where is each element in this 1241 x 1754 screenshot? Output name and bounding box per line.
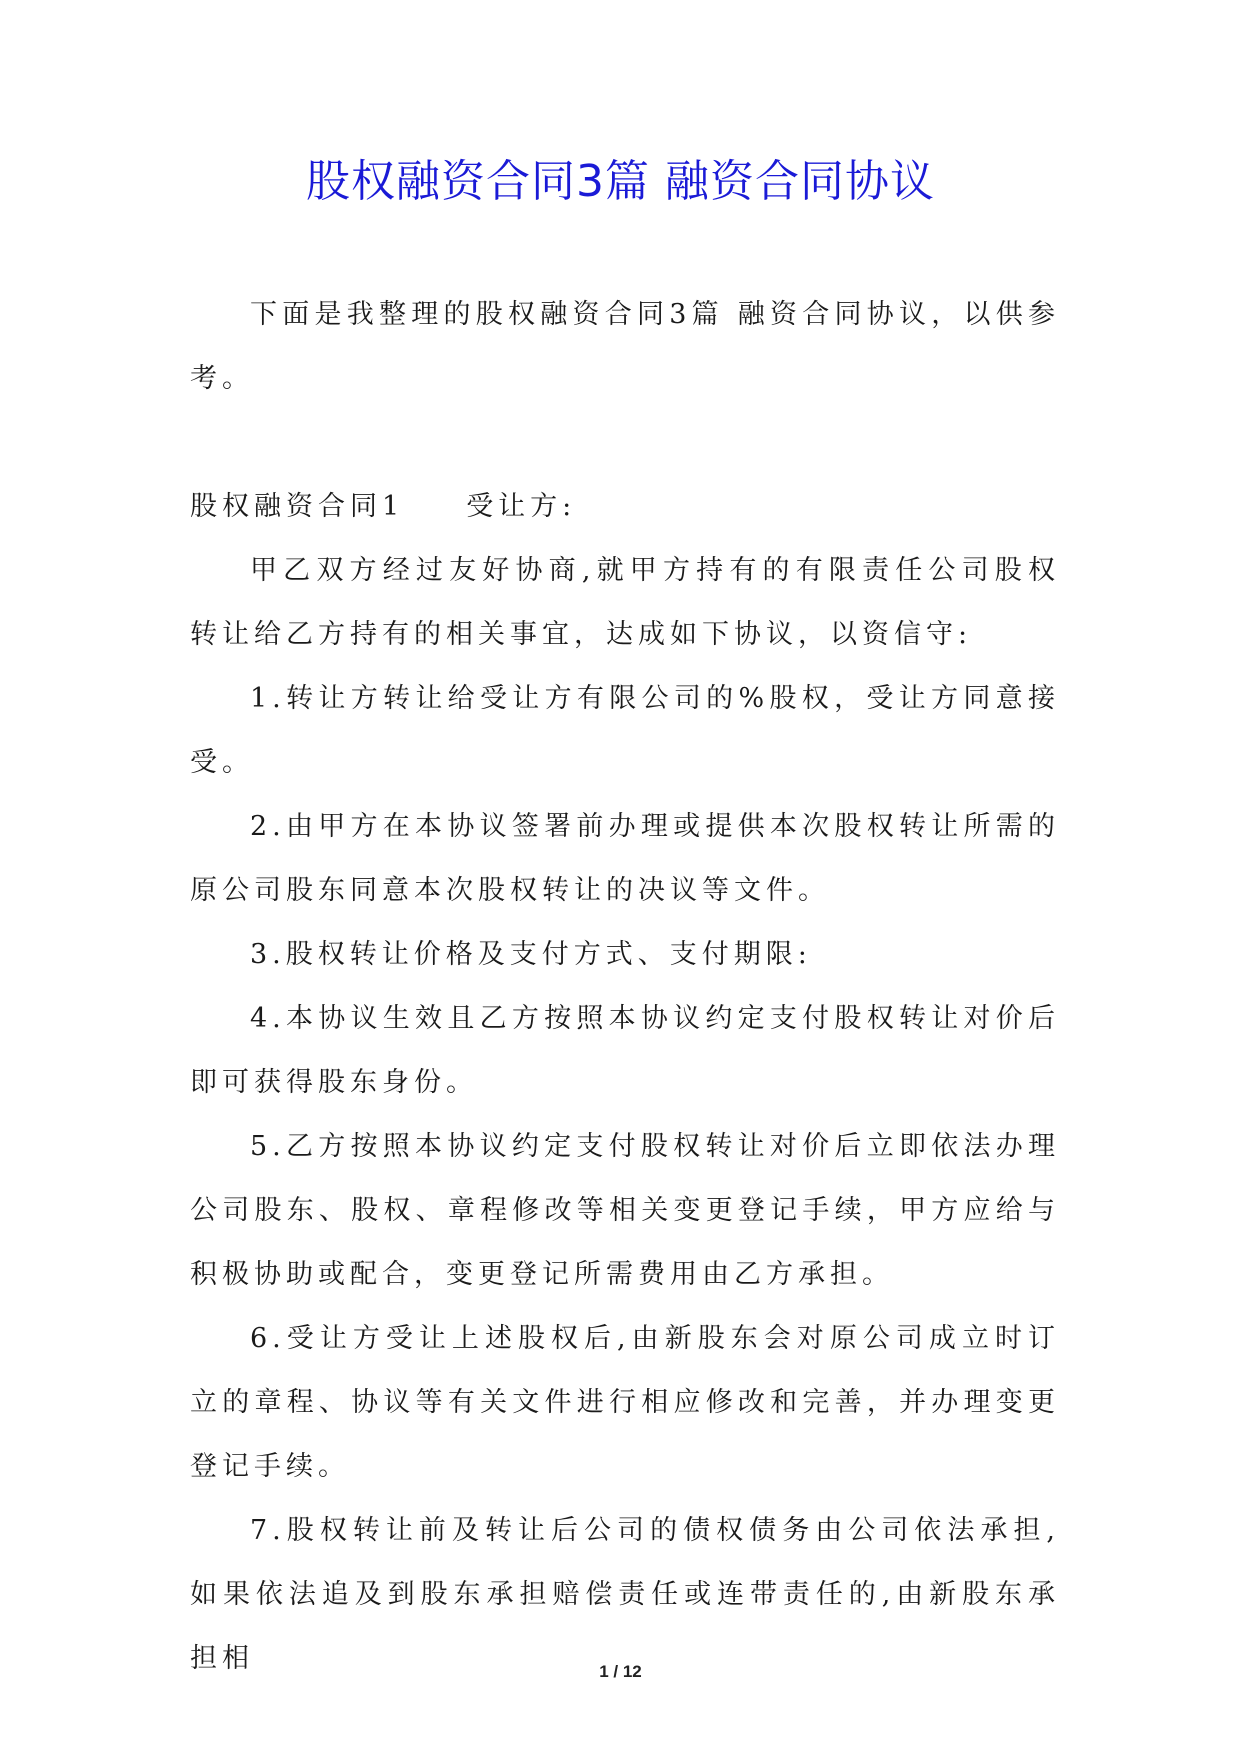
- clause-2: 2.由甲方在本协议签署前办理或提供本次股权转让所需的原公司股东同意本次股权转让的决议等文件。: [190, 811, 1060, 906]
- clause-1: 1.转让方转让给受让方有限公司的%股权，受让方同意接受。: [190, 683, 1060, 778]
- document-title: 股权融资合同3篇 融资合同协议: [306, 156, 935, 207]
- clause-7: 7.股权转让前及转让后公司的债权债务由公司依法承担,如果依法追及到股东承担赔偿责任或连带责任的,由新股东承担相: [190, 1515, 1060, 1674]
- document-body: [190, 283, 1060, 1691]
- body-paragraph: 甲乙双方经过友好协商,就甲方持有的有限责任公司股权转让给乙方持有的相关事宜，达成如下协议，以资信守:: [190, 555, 1060, 650]
- section-heading: 股权融资合同1: [190, 491, 405, 522]
- intro-paragraph: 下面是我整理的股权融资合同3篇 融资合同协议，以供参考。: [190, 299, 1060, 394]
- clause-4: 4.本协议生效且乙方按照本协议约定支付股权转让对价后即可获得股东身份。: [190, 1003, 1060, 1098]
- section-subheading: 受让方:: [466, 491, 577, 522]
- clause-3: 3.股权转让价格及支付方式、支付期限:: [250, 939, 812, 970]
- page-indicator: 1 / 12: [599, 1662, 642, 1681]
- section-heading-row: [190, 475, 1060, 539]
- clause-6: 6.受让方受让上述股权后,由新股东会对原公司成立时订立的章程、协议等有关文件进行相应修改和完善，并办理变更登记手续。: [190, 1323, 1060, 1482]
- clause-5: 5.乙方按照本协议约定支付股权转让对价后立即依法办理公司股东、股权、章程修改等相关变更登记手续，甲方应给与积极协助或配合，变更登记所需费用由乙方承担。: [190, 1131, 1060, 1290]
- paragraph-spacer: [190, 411, 1060, 475]
